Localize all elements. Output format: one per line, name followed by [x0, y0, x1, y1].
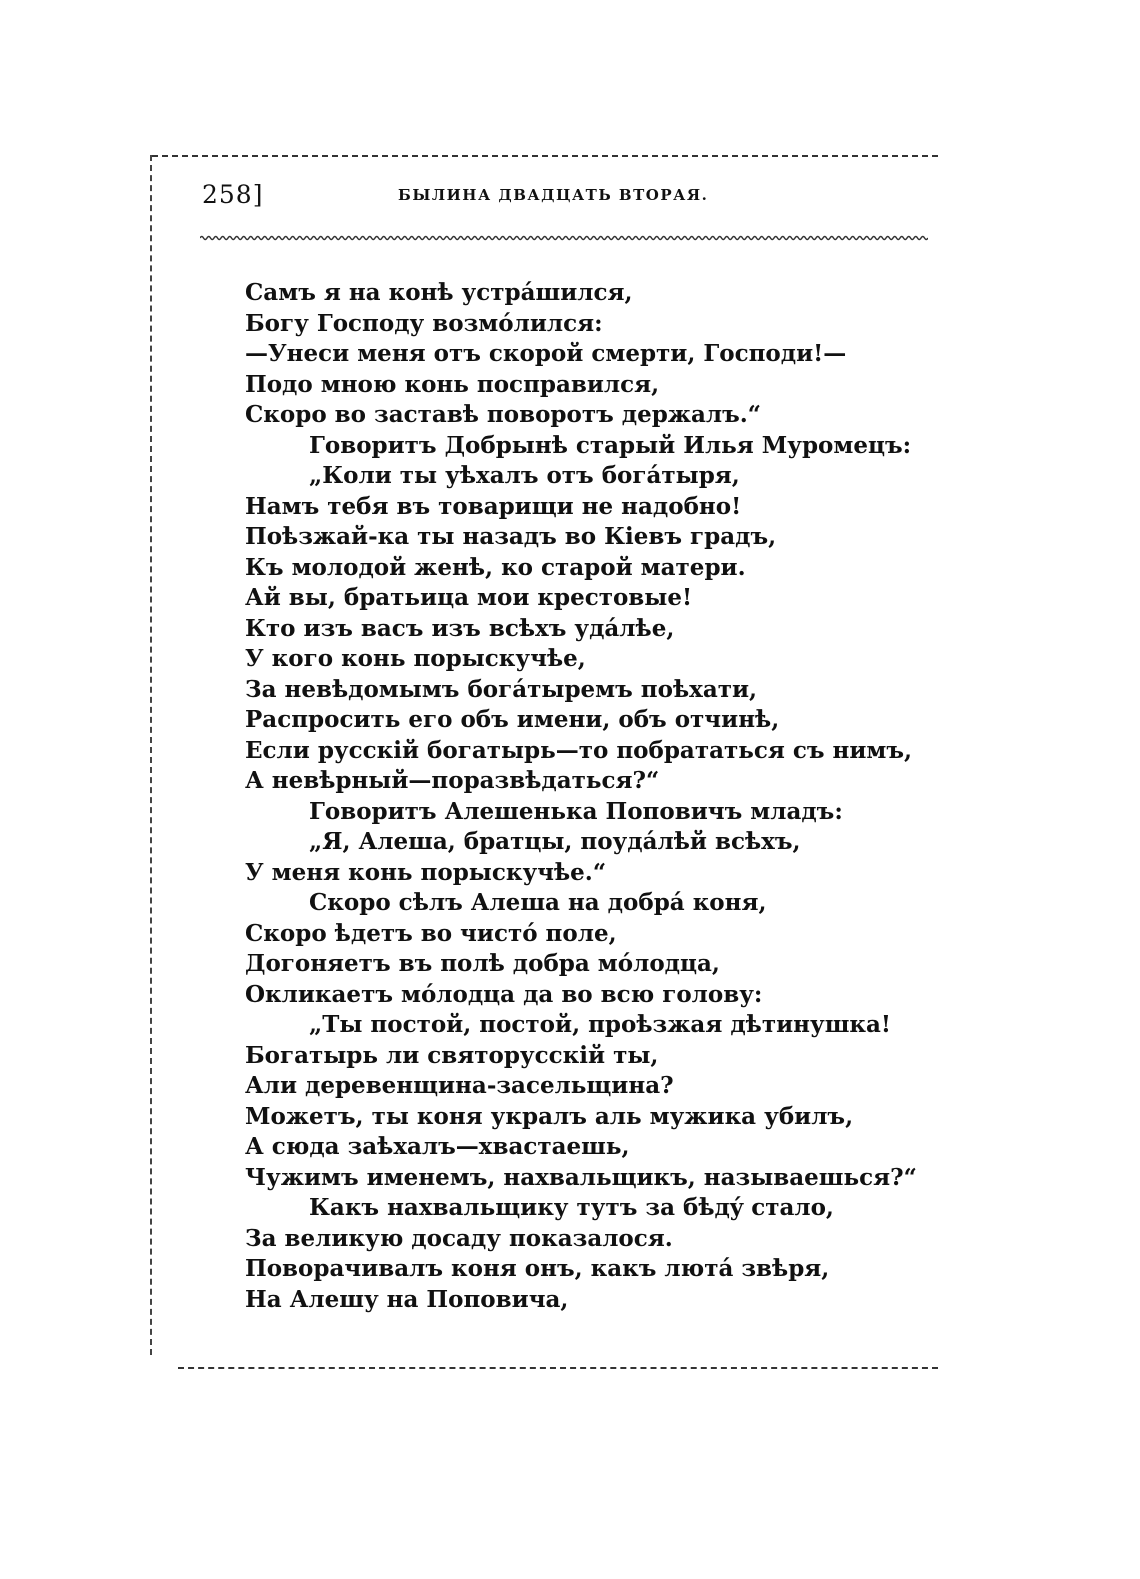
verse-line: У кого конь порыскучѣе, [245, 645, 586, 672]
verse-line: Говоритъ Алешенька Поповичъ младъ: [309, 797, 843, 825]
verse-line: Подо мною конь посправился, [245, 370, 660, 398]
verse-line: Чужимъ именемъ, нахвальщикъ, называешься?“ [245, 1163, 917, 1191]
verse-text [245, 278, 925, 1315]
verse-line: Какъ нахвальщику тутъ за бѣдý стало, [309, 1194, 834, 1221]
verse-line: Къ молодой женѣ, ко старой матери. [245, 553, 746, 581]
verse-line: Кто изъ васъ изъ всѣхъ удáлѣе, [245, 614, 675, 642]
verse-line: За великую досаду показалося. [245, 1224, 673, 1252]
verse-line: „Коли ты уѣхалъ отъ богáтыря, [309, 462, 740, 489]
verse-line: Скоро сѣлъ Алеша на добрá коня, [309, 889, 767, 916]
verse-line: За невѣдомымъ богáтыремъ поѣхати, [245, 675, 758, 703]
verse-line: Али деревенщина-засельщина? [245, 1072, 674, 1099]
verse-line: Поѣзжай-ка ты назадъ во Кіевъ градъ, [245, 523, 777, 550]
bottom-frame-rule [178, 1367, 938, 1369]
verse-line: Ай вы, братьица мои крестовые! [245, 584, 693, 611]
verse-line: На Алешу на Поповича, [245, 1285, 569, 1313]
verse-line: Окликаетъ мóлодца да во всю голову: [245, 980, 763, 1008]
verse-line: Догоняетъ въ полѣ добра мóлодца, [245, 950, 720, 977]
running-head: БЫЛИНА ДВАДЦАТЬ ВТОРАЯ. [398, 186, 709, 204]
verse-line: А сюда заѣхалъ—хвастаешь, [245, 1133, 630, 1160]
verse-line: Богатырь ли святорусскій ты, [245, 1041, 659, 1069]
verse-line: Распросить его объ имени, объ отчинѣ, [245, 706, 780, 733]
verse-line: —Унеси меня отъ скорой смерти, Господи!— [245, 340, 847, 367]
verse-line: „Ты постой, постой, проѣзжая дѣтинушка! [309, 1011, 892, 1038]
verse-line: Поворачивалъ коня онъ, какъ лютá звѣря, [245, 1255, 830, 1282]
top-frame-rule [152, 155, 938, 157]
left-frame-rule [150, 155, 152, 1355]
verse-line: Скоро во заставѣ поворотъ держалъ.“ [245, 401, 762, 428]
verse-line: Говоритъ Добрынѣ старый Илья Муромецъ: [309, 431, 912, 459]
verse-line: Скоро ѣдетъ во чистó поле, [245, 919, 617, 947]
verse-line: „Я, Алеша, братцы, поудáлѣй всѣхъ, [309, 828, 801, 855]
wavy-ornament-rule [200, 232, 928, 244]
verse-line: Намъ тебя въ товарищи не надобно! [245, 492, 742, 520]
verse-line: А невѣрный—поразвѣдаться?“ [245, 767, 660, 794]
page-number: 258] [202, 180, 264, 209]
verse-line: Можетъ, ты коня укралъ аль мужика убилъ, [245, 1102, 854, 1130]
verse-line: Богу Господу возмóлился: [245, 309, 603, 337]
verse-line: Самъ я на конѣ устрáшился, [245, 279, 633, 306]
verse-line: Если русскій богатырь—то побрататься съ нимъ, [245, 736, 913, 764]
verse-line: У меня конь порыскучѣе.“ [245, 858, 607, 886]
